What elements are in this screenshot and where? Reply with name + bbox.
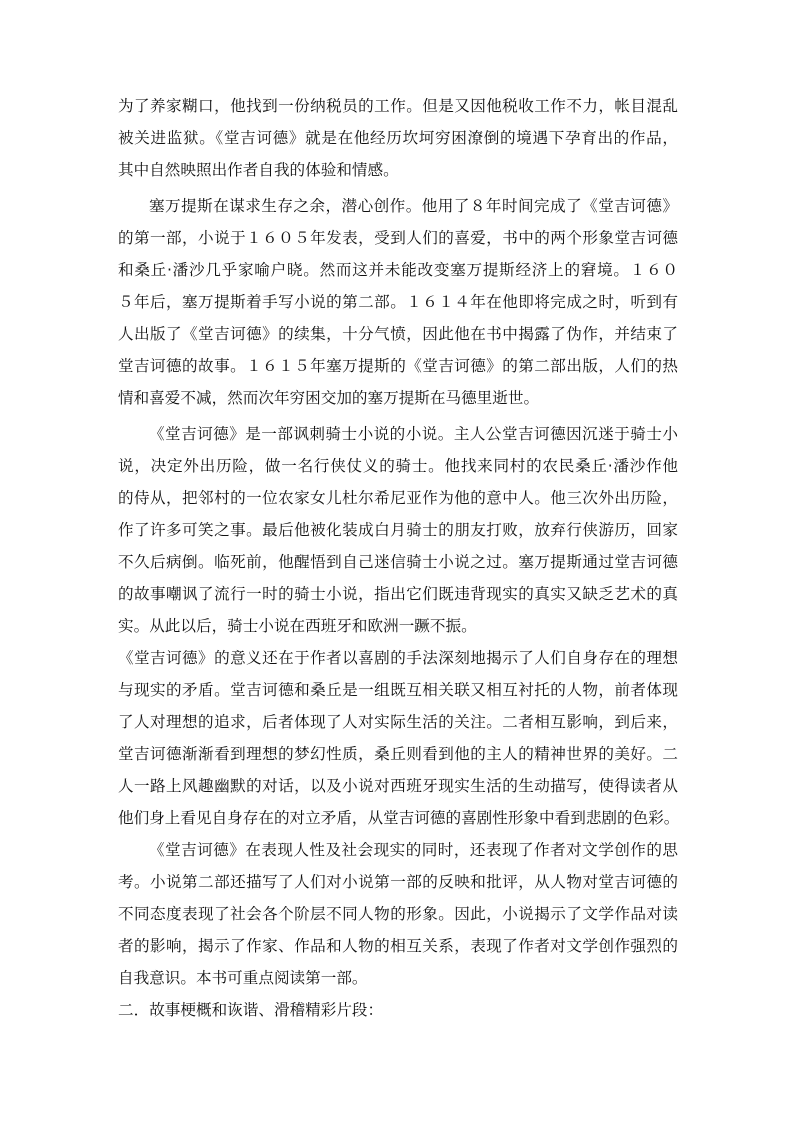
- paragraph-3-line-2: 说，决定外出历险，做一名行侠仗义的骑士。他找来同村的农民桑丘·潘沙作他: [118, 457, 678, 475]
- paragraph-2-line-2: 的第一部，小说于１６０５年发表，受到人们的喜爱，书中的两个形象堂吉诃德: [118, 229, 678, 247]
- section-heading: 二．故事梗概和诙谐、滑稽精彩片段：: [118, 1001, 384, 1019]
- paragraph-3-line-3: 的侍从，把邻村的一位农家女儿杜尔希尼亚作为他的意中人。他三次外出历险，: [118, 489, 678, 507]
- paragraph-2-line-3: 和桑丘·潘沙几乎家喻户晓。然而这并未能改变塞万提斯经济上的窘境。１６０: [118, 261, 678, 279]
- paragraph-1-line-1: 为了养家糊口，他找到一份纳税员的工作。但是又因他税收工作不力，帐目混乱: [118, 97, 678, 115]
- paragraph-2-line-1: 塞万提斯在谋求生存之余，潜心创作。他用了８年时间完成了《堂吉诃德》: [149, 197, 678, 215]
- paragraph-2-line-5: 人出版了《堂吉诃德》的续集，十分气愤，因此他在书中揭露了伪作，并结束了: [118, 325, 678, 343]
- paragraph-1-line-3: 其中自然映照出作者自我的体验和情感。: [118, 161, 399, 179]
- paragraph-4-line-3: 了人对理想的追求，后者体现了人对实际生活的关注。二者相互影响，到后来，: [118, 713, 678, 731]
- paragraph-5-line-3: 不同态度表现了社会各个阶层不同人物的形象。因此，小说揭示了文学作品对读: [118, 905, 678, 923]
- body-text: [118, 94, 678, 1022]
- paragraph-3-line-7: 实。从此以后，骑士小说在西班牙和欧洲一蹶不振。: [118, 617, 477, 635]
- paragraph-5-line-1: 《堂吉诃德》在表现人性及社会现实的同时，还表现了作者对文学创作的思: [149, 841, 678, 859]
- paragraph-2-line-6: 堂吉诃德的故事。１６１５年塞万提斯的《堂吉诃德》的第二部出版，人们的热: [118, 357, 678, 375]
- paragraph-3-line-5: 不久后病倒。临死前，他醒悟到自己迷信骑士小说之过。塞万提斯通过堂吉诃德: [118, 553, 678, 571]
- paragraph-3-line-6: 的故事嘲讽了流行一时的骑士小说，指出它们既违背现实的真实又缺乏艺术的真: [118, 585, 678, 603]
- paragraph-5-line-2: 考。小说第二部还描写了人们对小说第一部的反映和批评，从人物对堂吉诃德的: [118, 873, 678, 891]
- paragraph-5-line-4: 者的影响，揭示了作家、作品和人物的相互关系，表现了作者对文学创作强烈的: [118, 937, 678, 955]
- paragraph-4-line-2: 与现实的矛盾。堂吉诃德和桑丘是一组既互相关联又相互衬托的人物，前者体现: [118, 681, 678, 699]
- paragraph-4-line-1: 《堂吉诃德》的意义还在于作者以喜剧的手法深刻地揭示了人们自身存在的理想: [118, 649, 678, 667]
- paragraph-4-line-5: 人一路上风趣幽默的对话，以及小说对西班牙现实生活的生动描写，使得读者从: [118, 777, 678, 795]
- paragraph-4-line-4: 堂吉诃德渐渐看到理想的梦幻性质，桑丘则看到他的主人的精神世界的美好。二: [118, 745, 678, 763]
- paragraph-2-line-4: ５年后，塞万提斯着手写小说的第二部。１６１４年在他即将完成之时，听到有: [118, 293, 678, 311]
- paragraph-1-line-2: 被关进监狱。《堂吉诃德》就是在他经历坎坷穷困潦倒的境遇下孕育出的作品，: [118, 129, 678, 147]
- paragraph-2-line-7: 情和喜爱不减，然而次年穷困交加的塞万提斯在马德里逝世。: [118, 389, 540, 407]
- paragraph-3-line-4: 作了许多可笑之事。最后他被化装成白月骑士的朋友打败，放弃行侠游历，回家: [118, 521, 678, 539]
- paragraph-3-line-1: 《堂吉诃德》是一部讽刺骑士小说的小说。主人公堂吉诃德因沉迷于骑士小: [149, 425, 678, 443]
- paragraph-5-line-5: 自我意识。本书可重点阅读第一部。: [118, 969, 368, 987]
- paragraph-4-line-6: 他们身上看见自身存在的对立矛盾，从堂吉诃德的喜剧性形象中看到悲剧的色彩。: [118, 809, 680, 827]
